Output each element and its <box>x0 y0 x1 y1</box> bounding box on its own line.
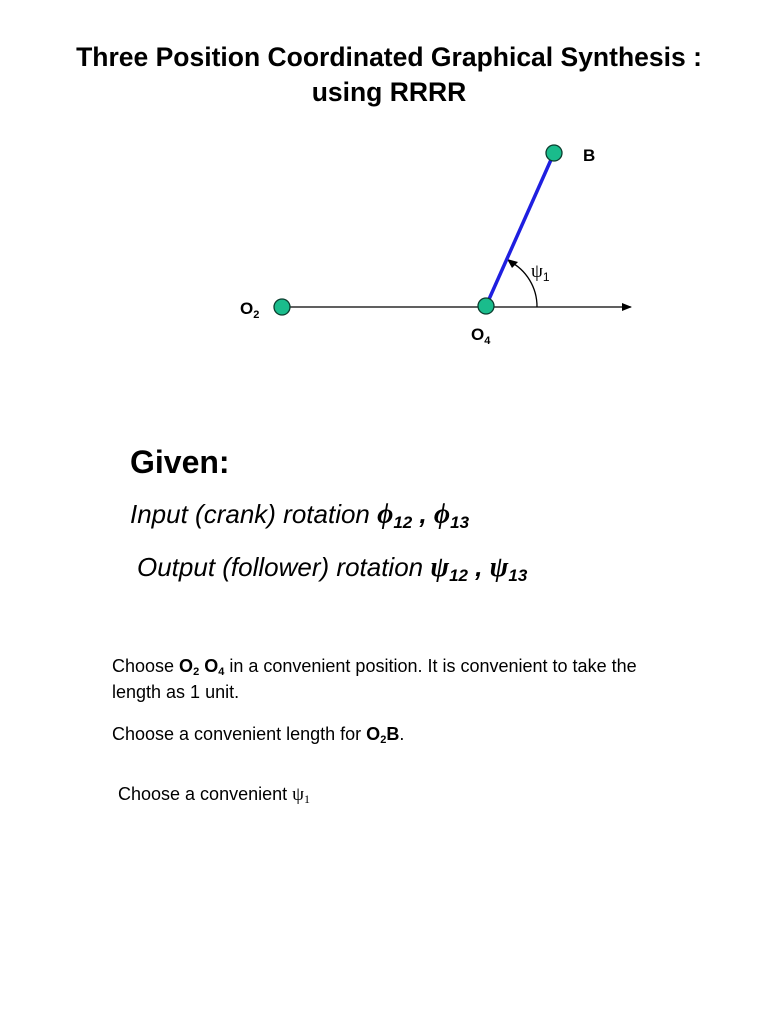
joint-b <box>546 145 562 161</box>
given-input-rotation <box>130 498 469 531</box>
step-choose-o2b-length: Choose a convenient length for $O_2B$. <box>112 724 405 746</box>
phi12-symbol: $\phi_{12}$ <box>377 499 413 532</box>
psi13-symbol: $\psi_{13}$ <box>489 552 528 585</box>
psi1-ref: $\psi_1$ <box>292 784 311 806</box>
label-o2: $O_2$ <box>240 299 260 321</box>
step-choose-psi1: Choose a convenient $\psi_1$ <box>118 784 311 806</box>
output-separator: , <box>467 552 490 582</box>
label-psi1: $\psi_1$ <box>531 261 550 284</box>
output-prefix: Output (follower) rotation <box>137 552 431 582</box>
label-o4: $O_4$ <box>471 325 491 347</box>
o2-ref: $O_2$ <box>179 656 200 678</box>
title-line-1: Three Position Coordinated Graphical Synthesis : <box>76 42 702 72</box>
title-line-2: using RRRR <box>311 77 467 107</box>
o2b-ref: $O_2B$ <box>366 724 400 746</box>
linkage-diagram <box>0 0 768 420</box>
psi1-arc-arrowhead <box>507 259 518 268</box>
o4-ref: $O_4$ <box>204 656 225 678</box>
label-b: B <box>583 146 596 165</box>
joint-o4 <box>478 298 494 314</box>
input-prefix: Input (crank) rotation <box>130 499 378 529</box>
given-heading: Given: <box>130 444 230 480</box>
joint-o2 <box>274 299 290 315</box>
given-output-rotation <box>137 551 527 584</box>
input-separator: , <box>412 499 434 529</box>
step-choose-o2o4: Choose $O_2$ $O_4$ in a convenient position. It is convenient to take the length as 1 unit. <box>112 656 637 702</box>
psi12-symbol: $\psi_{12}$ <box>430 552 468 585</box>
phi13-symbol: $\phi_{13}$ <box>433 499 470 532</box>
